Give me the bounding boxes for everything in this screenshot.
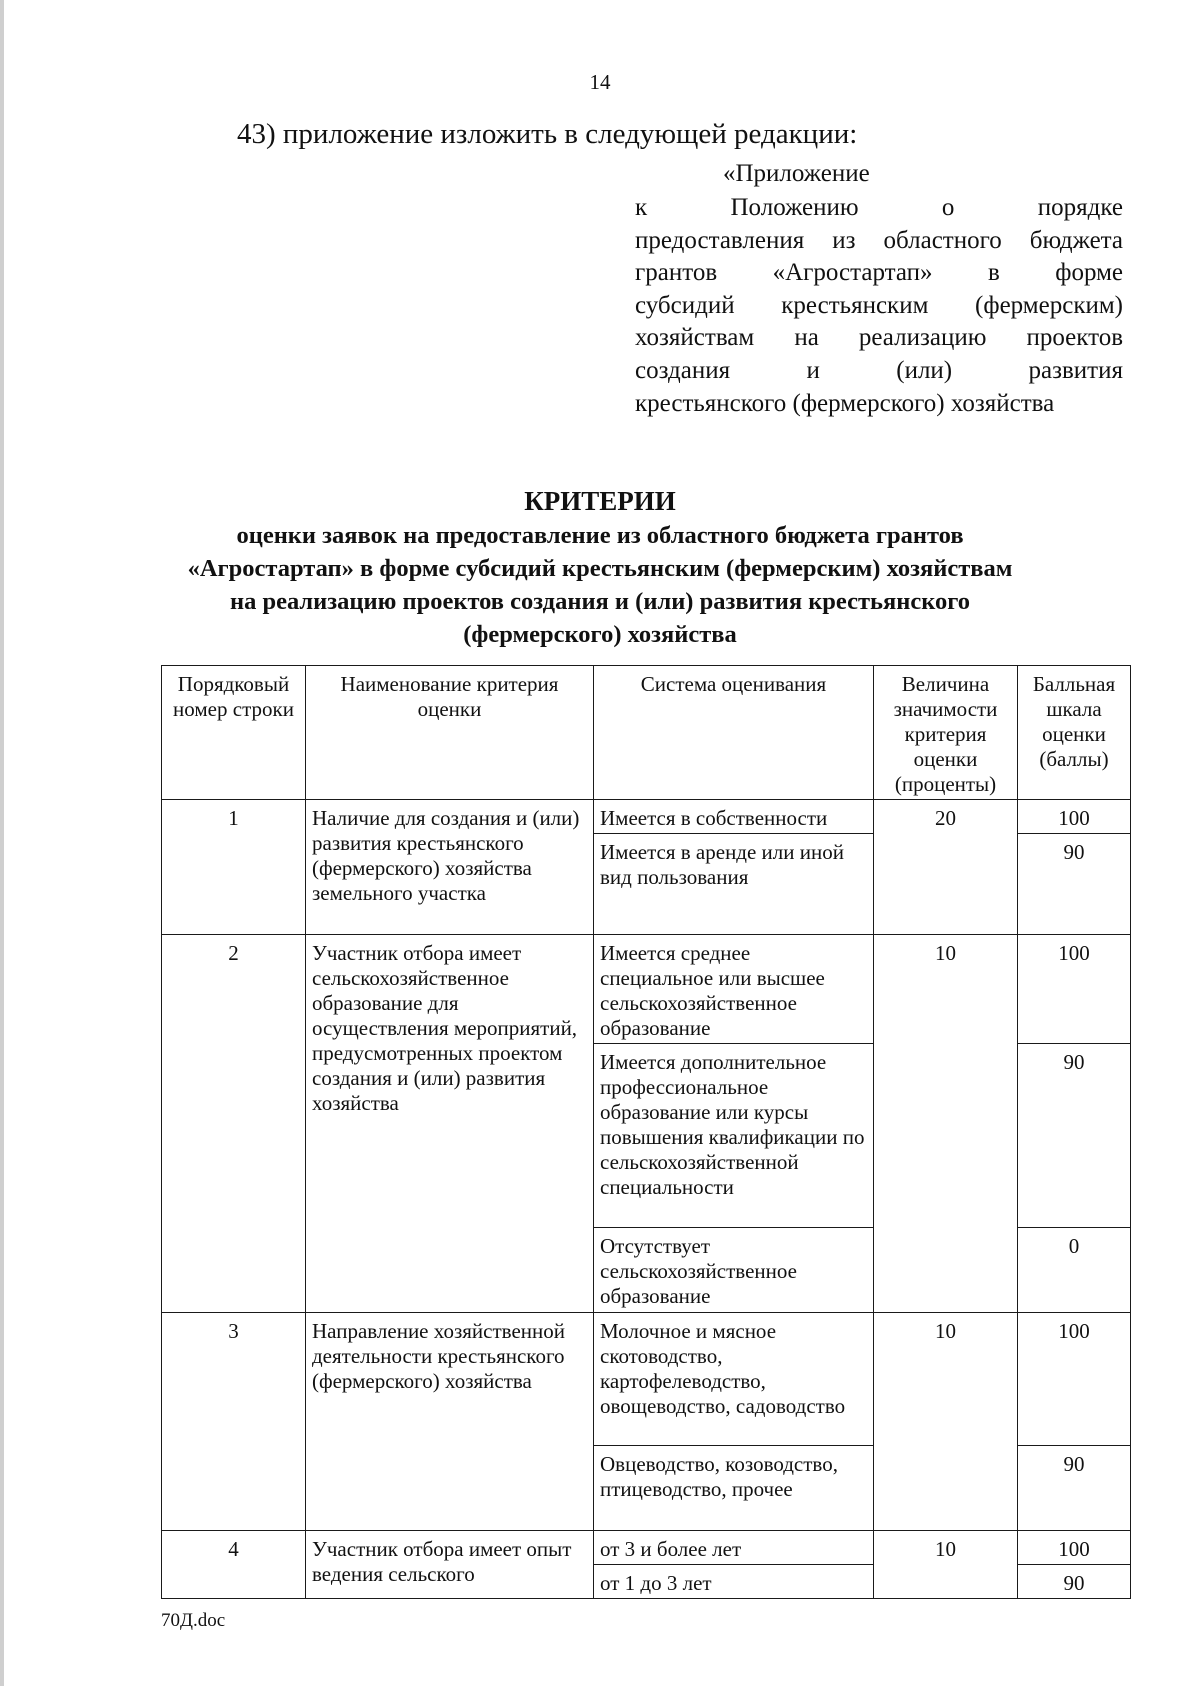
appendix-line: создания и (или) развития [635, 356, 1123, 384]
header-evaluation-system: Система оценивания [594, 666, 874, 800]
amendment-intro: 43) приложение изложить в следующей редакции: [237, 118, 858, 150]
evaluation-option: от 1 до 3 лет [594, 1565, 874, 1599]
table-row [162, 800, 1131, 834]
table-header-row [162, 666, 1131, 800]
row-number: 3 [162, 1313, 306, 1531]
heading-line: «Агростартап» в форме субсидий крестьянским (фермерским) хозяйствам [187, 555, 1013, 582]
option-score: 0 [1018, 1228, 1131, 1313]
option-score: 90 [1018, 1044, 1131, 1228]
appendix-line: к Положению о порядке [635, 194, 1123, 221]
header-score: Балльная шкала оценки (баллы) [1018, 666, 1131, 800]
heading-line: оценки заявок на предоставление из областного бюджета грантов [236, 522, 964, 549]
evaluation-option: Отсутствует сельскохозяйственное образование [594, 1228, 874, 1313]
criterion-weight: 20 [874, 800, 1018, 935]
evaluation-option: Имеется в собственности [594, 800, 874, 834]
criterion-name: Наличие для создания и (или) развития крестьянского (фермерского) хозяйства земельного участка [306, 800, 594, 935]
option-score: 90 [1018, 834, 1131, 935]
appendix-line: предоставления из областного бюджета [635, 226, 1123, 254]
option-score: 100 [1018, 1313, 1131, 1446]
evaluation-option: Имеется среднее специальное или высшее сельскохозяйственное образование [594, 935, 874, 1044]
appendix-title-text: «Приложение [723, 160, 870, 187]
criterion-name: Направление хозяйственной деятельности крестьянского (фермерского) хозяйства [306, 1313, 594, 1531]
appendix-line: грантов «Агростартап» в форме [635, 259, 1123, 287]
row-number: 1 [162, 800, 306, 935]
criterion-name: Участник отбора имеет сельскохозяйственное образование для осуществления мероприятий, предусмотренных проектом создания и (или) развития хозяйства [306, 935, 594, 1313]
option-score: 90 [1018, 1446, 1131, 1531]
option-score: 100 [1018, 935, 1131, 1044]
criterion-weight: 10 [874, 935, 1018, 1313]
heading-line: на реализацию проектов создания и (или) развития крестьянского [229, 588, 971, 615]
file-name-footer: 70Д.doc [161, 1610, 226, 1631]
table-row [162, 935, 1131, 1044]
heading-line: (фермерского) хозяйства [463, 621, 737, 648]
row-number: 2 [162, 935, 306, 1313]
page-number: 14 [589, 70, 611, 94]
option-score: 90 [1018, 1565, 1131, 1599]
row-number: 4 [162, 1531, 306, 1599]
criterion-weight: 10 [874, 1531, 1018, 1599]
evaluation-option: от 3 и более лет [594, 1531, 874, 1565]
evaluation-option: Имеется в аренде или иной вид пользования [594, 834, 874, 935]
table-row [162, 1313, 1131, 1446]
evaluation-option: Молочное и мясное скотоводство, картофелеводство, овощеводство, садоводство [594, 1313, 874, 1446]
document-heading [150, 483, 1050, 651]
criterion-name: Участник отбора имеет опыт ведения сельского [306, 1531, 594, 1599]
scan-edge [0, 0, 4, 1686]
appendix-title [635, 160, 1123, 188]
option-score: 100 [1018, 800, 1131, 834]
appendix-reference [635, 192, 1123, 420]
header-row-number: Порядковый номер строки [162, 666, 306, 800]
header-weight: Величина значимости критерия оценки (проценты) [874, 666, 1018, 800]
evaluation-option: Имеется дополнительное профессиональное образование или курсы повышения квалификации по сельскохозяйственной специальности [594, 1044, 874, 1228]
header-criterion: Наименование критерия оценки [306, 666, 594, 800]
appendix-line: субсидий крестьянским (фермерским) [635, 291, 1123, 319]
option-score: 100 [1018, 1531, 1131, 1565]
heading-title: КРИТЕРИИ [524, 486, 676, 516]
evaluation-option: Овцеводство, козоводство, птицеводство, прочее [594, 1446, 874, 1531]
appendix-line: хозяйствам на реализацию проектов [635, 324, 1123, 352]
criteria-table [161, 665, 1131, 1599]
criterion-weight: 10 [874, 1313, 1018, 1531]
appendix-line: крестьянского (фермерского) хозяйства [635, 389, 1055, 417]
table-row [162, 1531, 1131, 1565]
